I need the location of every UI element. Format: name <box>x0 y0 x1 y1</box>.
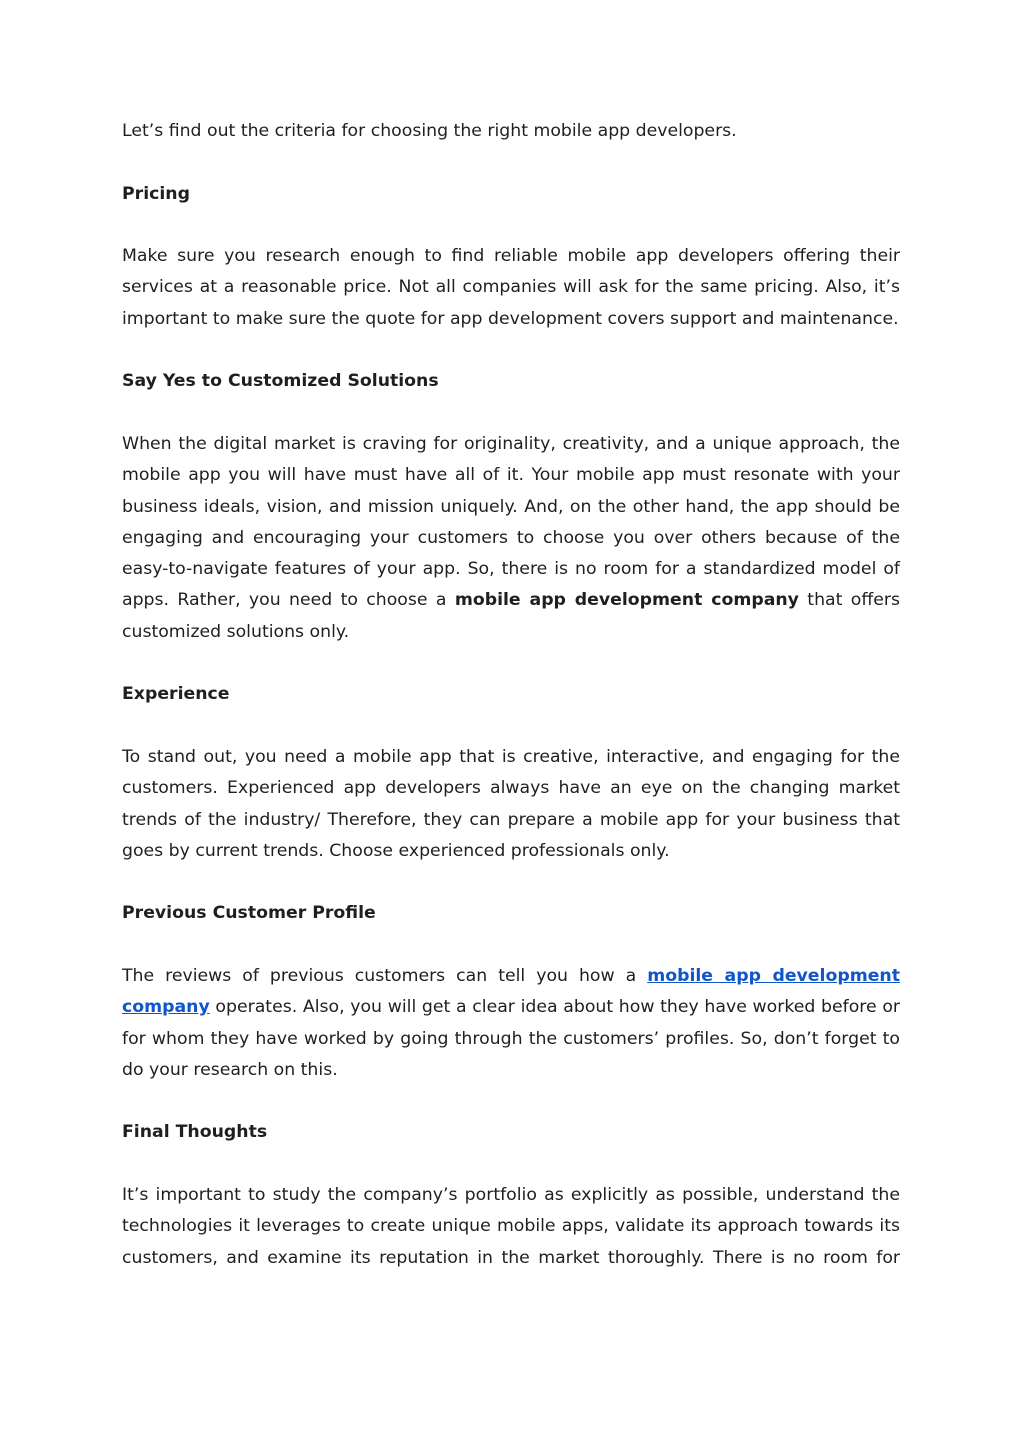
profile-text-after: operates. Also, you will get a clear idea about how they have worked before or for whom they have worked by going through the customers’ profiles. So, don’t forget to do your research on this. <box>122 997 900 1080</box>
heading-pricing: Pricing <box>122 184 190 204</box>
customized-text-before: When the digital market is craving for originality, creativity, and a unique approach, the mobile app you will have must have all of it. Your mobile app must resonate with your business ideals, vision, and mission uniquely. And, on the other hand, the app should be engaging and encouraging your customers to choose you over others because of the easy-to-navigate features of your app. So, there is no room for a standardized model of apps. Rather, you need to choose a <box>122 434 900 611</box>
paragraph-customized-solutions <box>122 429 900 648</box>
profile-text-before: The reviews of previous customers can tell you how a <box>122 966 648 986</box>
intro-paragraph: Let’s find out the criteria for choosing the right mobile app developers. <box>122 121 737 141</box>
heading-customized-solutions: Say Yes to Customized Solutions <box>122 371 439 391</box>
mobile-app-development-company-link[interactable]: mobile app development company <box>122 966 900 1018</box>
paragraph-final-thoughts: It’s important to study the company’s portfolio as explicitly as possible, understand the technologies it leverages to create unique mobile apps, validate its approach towards its customers, and examine its reputation in the market thoroughly. There is no room for <box>122 1185 900 1268</box>
paragraph-experience: To stand out, you need a mobile app that is creative, interactive, and engaging for the customers. Experienced app developers always have an eye on the changing market trends of the industry/ Therefore, they can prepare a mobile app for your business that goes by current trends. Choose experienced professionals only. <box>122 747 900 861</box>
paragraph-pricing: Make sure you research enough to find reliable mobile app developers offering their services at a reasonable price. Not all companies will ask for the same pricing. Also, it’s important to make sure the quote for app development covers support and maintenance. <box>122 246 900 329</box>
paragraph-previous-customer-profile <box>122 961 900 1086</box>
customized-text-after: that offers customized solutions only. <box>122 590 900 642</box>
heading-previous-customer-profile: Previous Customer Profile <box>122 903 376 923</box>
heading-final-thoughts: Final Thoughts <box>122 1122 268 1142</box>
bold-mobile-app-development-company: mobile app development company <box>454 590 799 611</box>
heading-experience: Experience <box>122 684 230 704</box>
